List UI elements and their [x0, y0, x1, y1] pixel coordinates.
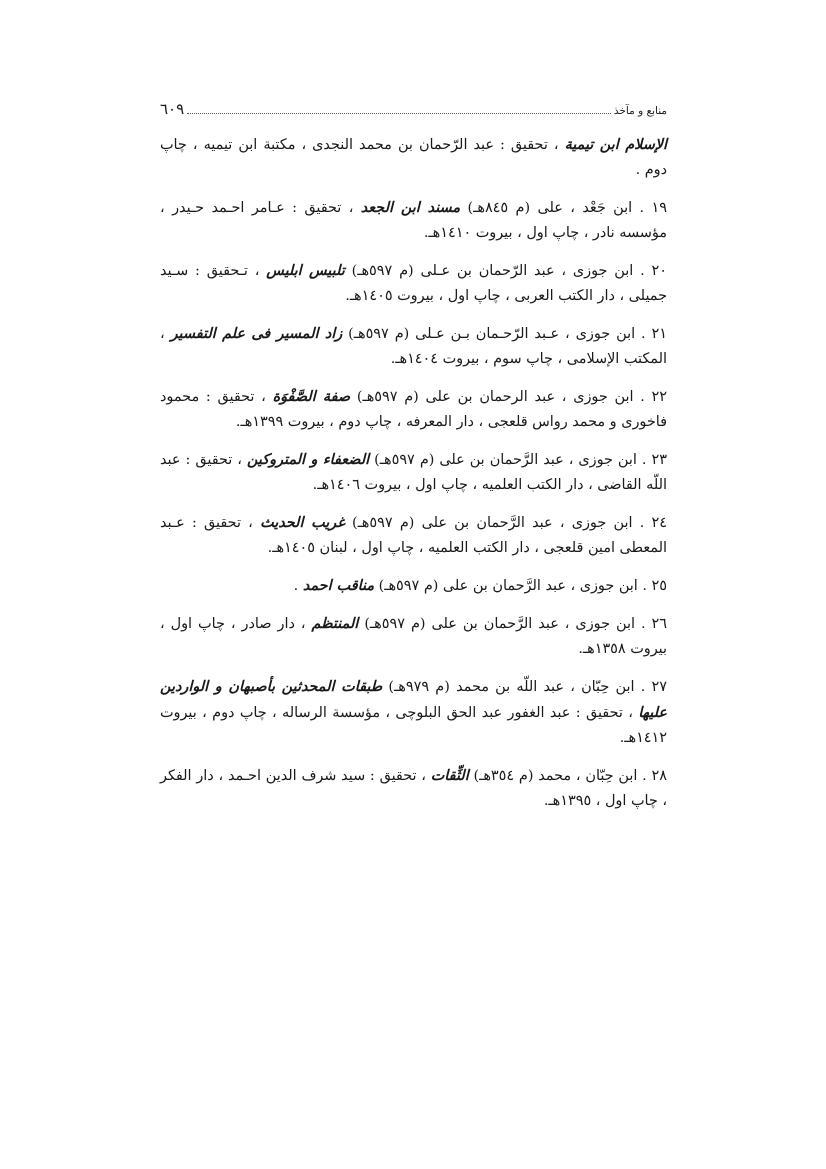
- bibliography-entry: ٢٦ . ابن جوزى ، عبد الرَّحمان بن على (م ٥٩٧هـ) المنتظم ، دار صادر ، چاپ اول ، بيروت ١٣٥٨هـ.: [160, 615, 667, 657]
- dot-leader: [187, 113, 611, 114]
- book-title: صفة الصَّفْوَة: [272, 388, 351, 405]
- book-title: تلبيس ابليس: [266, 262, 345, 279]
- bibliography-entry: ٢٨ . ابن حِبّان ، محمد (م ٣٥٤هـ) الثِّقات ، تحقيق : سيد شرف الدين احـمد ، دار الفكر ، چاپ اول ، ١٣٩٥هـ.: [160, 767, 667, 809]
- running-title: منابع و مآخذ: [613, 105, 667, 117]
- bibliography-entry: ٢٠ . ابن جوزى ، عبد الرّحمان بن عـلى (م ٥٩٧هـ) تلبيس ابليس ، تـحقيق : سـيد جميلى ، دار الكتب العربى ، چاپ اول ، بيروت ١٤٠٥هـ.: [160, 262, 667, 304]
- book-title: زاد المسير فى علم التفسير: [170, 325, 343, 342]
- book-title: مناقب احمد: [302, 577, 375, 594]
- bibliography-entry: ٢٥ . ابن جوزى ، عبد الرَّحمان بن على (م ٥٩٧هـ) مناقب احمد .: [293, 577, 667, 594]
- bibliography-entry: ٢٢ . ابن جوزى ، عبد الرحمان بن على (م ٥٩٧هـ) صفة الصَّفْوَة ، تحقيق : محمود فاخورى و محمد رواس قلعجى ، دار المعرفه ، چاپ دوم ، بيروت ١٣٩٩هـ.: [160, 388, 667, 430]
- book-title: غريب الحديث: [260, 514, 345, 531]
- bibliography-entry: ٢٣ . ابن جوزى ، عبد الرَّحمان بن على (م ٥٩٧هـ) الضعفاء و المتروكين ، تحقيق : عبد اللّه القاضى ، دار الكتب العلميه ، چاپ اول ، بيروت ١٤٠٦هـ.: [160, 451, 667, 493]
- bibliography-entry: ٢١ . ابن جوزى ، عـبد الرّحـمان بـن عـلى (م ٥٩٧هـ) زاد المسير فى علم التفسير ، المكتب الإسلامى ، چاپ سوم ، بيروت ١٤٠٤هـ.: [160, 325, 667, 367]
- bibliography-entry: ٢٧ . ابن حِبّان ، عبد اللّه بن محمد (م ٩٧٩هـ) طبقات المحدثين بأصبهان و الواردين عليها ، تحقيق : عبد الغفور عبد الحق البلوچى ، مؤسسة الرساله ، چاپ دوم ، بيروت ١٤١٢هـ.: [160, 678, 668, 746]
- bibliography-list: [160, 132, 667, 814]
- book-title: الإسلام ابن تيمية: [564, 136, 667, 153]
- bibliography-entry: الإسلام ابن تيمية ، تحقيق : عبد الرّحمان بن محمد النجدى ، مكتبة ابن تيميه ، چاپ دوم .: [160, 136, 667, 178]
- bibliography-entry: ١٩ . ابن جَعْد ، على (م ٨٤٥هـ) مسند ابن الجعد ، تحقيق : عـامر احـمد حـيدر ، مؤسسه نادر ، چاپ اول ، بيروت ١٤١٠هـ.: [160, 199, 667, 241]
- book-title: المنتظم: [311, 615, 359, 632]
- page-number: ٦٠٩: [160, 100, 185, 118]
- book-title: طبقات المحدثين بأصبهان و الواردين عليها: [160, 678, 667, 721]
- book-title: الثِّقات: [430, 767, 469, 784]
- book-page: [160, 100, 667, 826]
- page-header: [160, 100, 667, 122]
- book-title: مسند ابن الجعد: [360, 199, 461, 216]
- book-title: الضعفاء و المتروكين: [246, 451, 370, 468]
- bibliography-entry: ٢٤ . ابن جوزى ، عبد الرَّحمان بن على (م ٥٩٧هـ) غريب الحديث ، تحقيق : عـبد المعطى امين قلعجى ، دار الكتب العلميه ، چاپ اول ، لبنان ١٤٠٥هـ.: [160, 514, 667, 556]
